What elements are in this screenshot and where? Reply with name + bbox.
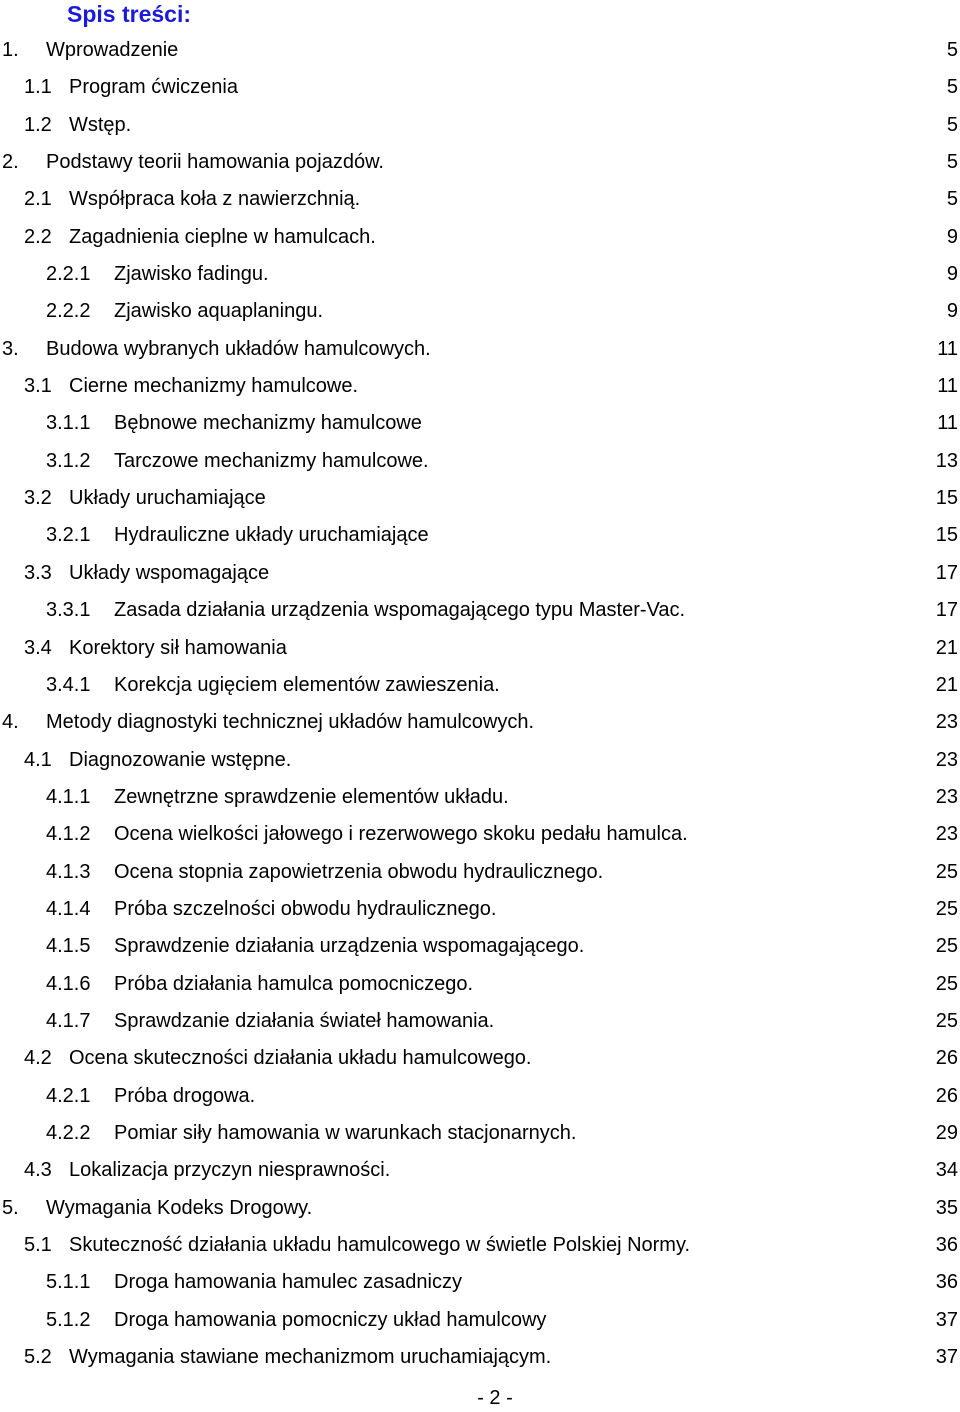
toc-entry-page: 23 <box>935 748 958 771</box>
toc-entry-page: 37 <box>935 1308 958 1331</box>
toc-entry[interactable] <box>0 331 960 368</box>
toc-entry-page: 23 <box>935 711 958 734</box>
toc-entry-label: Wymagania stawiane mechanizmom uruchamiającym. <box>69 1346 552 1369</box>
toc-entry-label: Sprawdzenie działania urządzenia wspomagającego. <box>114 935 585 958</box>
toc-entry[interactable] <box>0 1040 960 1077</box>
toc-entry-number: 2.2.1 <box>46 263 91 286</box>
toc-entry-number: 2.1 <box>24 188 52 211</box>
toc-entry[interactable] <box>0 555 960 592</box>
toc-entry-number: 4.1 <box>24 748 52 771</box>
toc-entry-label: Tarczowe mechanizmy hamulcowe. <box>114 449 429 472</box>
toc-entry[interactable] <box>0 704 960 741</box>
toc-entry[interactable] <box>0 107 960 144</box>
toc-entry[interactable] <box>0 368 960 405</box>
page-number: - 2 - <box>477 1387 513 1409</box>
toc-entry[interactable] <box>0 742 960 779</box>
toc-entry-label: Zjawisko aquaplaningu. <box>114 300 324 323</box>
toc-entry-label: Cierne mechanizmy hamulcowe. <box>69 375 359 398</box>
toc-entry-number: 1.1 <box>24 76 52 99</box>
toc-entry-number: 3. <box>2 337 19 360</box>
toc-entry-number: 4. <box>2 711 19 734</box>
toc-entry-number: 4.1.2 <box>46 823 91 846</box>
toc-entry-page: 23 <box>935 785 958 808</box>
toc-entry[interactable] <box>0 891 960 928</box>
toc-entry[interactable] <box>0 1302 960 1339</box>
toc-entry-number: 4.1.5 <box>46 935 91 958</box>
toc-entry-label: Ocena skuteczności działania układu hamulcowego. <box>69 1047 532 1070</box>
toc-entry[interactable] <box>0 779 960 816</box>
toc-entry-number: 3.2.1 <box>46 524 91 547</box>
toc-entry-label: Podstawy teorii hamowania pojazdów. <box>46 151 384 174</box>
toc-entry[interactable] <box>0 32 960 69</box>
toc-entry-page: 5 <box>946 39 958 61</box>
toc-entry-number: 5.2 <box>24 1346 52 1369</box>
toc-entry[interactable] <box>0 1339 960 1376</box>
toc-entry-page: 9 <box>946 225 958 248</box>
toc-entry-label: Droga hamowania hamulec zasadniczy <box>114 1271 462 1294</box>
toc-entry-page: 25 <box>935 860 958 883</box>
toc-entry-page: 29 <box>935 1121 958 1144</box>
toc-entry-label: Zagadnienia cieplne w hamulcach. <box>69 225 376 248</box>
toc-entry[interactable] <box>0 1115 960 1152</box>
toc-entry-number: 4.1.6 <box>46 972 91 995</box>
toc-entry[interactable] <box>0 480 960 517</box>
toc-entry-label: Wymagania Kodeks Drogowy. <box>46 1196 313 1219</box>
toc-entry[interactable] <box>0 854 960 891</box>
toc-entry-label: Ocena wielkości jałowego i rezerwowego skoku pedału hamulca. <box>114 823 688 846</box>
toc-entry-label: Próba szczelności obwodu hydraulicznego. <box>114 897 497 920</box>
toc-entry[interactable] <box>0 69 960 106</box>
toc-entry[interactable] <box>0 1227 960 1264</box>
toc-entry-number: 4.1.1 <box>46 785 91 808</box>
toc-entry[interactable] <box>0 928 960 965</box>
toc-entry-label: Hydrauliczne układy uruchamiające <box>114 524 429 547</box>
toc-entry-number: 3.1.2 <box>46 449 91 472</box>
toc-entry-number: 4.1.7 <box>46 1009 91 1032</box>
toc-entry-page: 15 <box>935 524 958 547</box>
toc-entry[interactable] <box>0 517 960 554</box>
toc-entry-page: 13 <box>935 449 958 472</box>
toc-entry-page: 5 <box>946 76 958 99</box>
toc-entry-label: Wprowadzenie <box>46 39 179 61</box>
toc-entry-number: 4.3 <box>24 1159 52 1182</box>
toc-entry-label: Pomiar siły hamowania w warunkach stacjonarnych. <box>114 1121 577 1144</box>
toc-entry-page: 36 <box>935 1271 958 1294</box>
toc-entry[interactable] <box>0 1078 960 1115</box>
toc-entry-number: 3.3 <box>24 561 52 584</box>
toc-entry-page: 36 <box>935 1234 958 1256</box>
toc-title: Spis treści: <box>67 1 191 27</box>
toc-entry-page: 5 <box>946 113 958 136</box>
toc-entry-number: 3.1 <box>24 375 52 398</box>
toc-entry-number: 5.1 <box>24 1234 52 1256</box>
toc-entry[interactable] <box>0 630 960 667</box>
toc-entry-number: 4.1.4 <box>46 897 91 920</box>
toc-entry-label: Diagnozowanie wstępne. <box>69 748 292 771</box>
toc-entry-page: 25 <box>935 1009 958 1032</box>
toc-entry-page: 17 <box>935 561 958 584</box>
toc-entry[interactable] <box>0 293 960 330</box>
toc-entry-page: 11 <box>937 375 958 398</box>
toc-entry-number: 2. <box>2 151 19 174</box>
toc-entry-label: Budowa wybranych układów hamulcowych. <box>46 337 431 360</box>
toc-entry-number: 3.1.1 <box>46 412 91 435</box>
toc-entry-label: Korekcja ugięciem elementów zawieszenia. <box>114 673 500 696</box>
toc-entry-label: Układy wspomagające <box>69 561 270 584</box>
toc-entry-number: 4.2 <box>24 1047 52 1070</box>
toc-entry-number: 4.1.3 <box>46 860 91 883</box>
toc-entry-page: 5 <box>946 151 958 174</box>
toc-entry-label: Zjawisko fadingu. <box>114 263 269 286</box>
toc-entry[interactable] <box>0 966 960 1003</box>
toc-entry-label: Ocena stopnia zapowietrzenia obwodu hydraulicznego. <box>114 860 604 883</box>
toc-entry-label: Wstęp. <box>69 113 132 136</box>
toc-entry-page: 21 <box>935 673 958 696</box>
toc-entry-page: 15 <box>935 487 958 510</box>
toc-entry[interactable] <box>0 592 960 629</box>
toc-entry[interactable] <box>0 181 960 218</box>
toc-entry-label: Skuteczność działania układu hamulcowego w świetle Polskiej Normy. <box>69 1234 691 1256</box>
toc-entry-label: Układy uruchamiające <box>69 487 266 510</box>
toc-entry-label: Próba drogowa. <box>114 1084 256 1107</box>
toc-entry-number: 1. <box>2 39 19 61</box>
toc-entry-page: 25 <box>935 935 958 958</box>
toc-entry-page: 34 <box>935 1159 958 1182</box>
toc-entry-label: Zasada działania urządzenia wspomagającego typu Master-Vac. <box>114 599 686 622</box>
toc-entry-page: 35 <box>935 1196 958 1219</box>
toc-entry-page: 26 <box>935 1084 958 1107</box>
toc-entry-number: 2.2.2 <box>46 300 91 323</box>
toc-entry-number: 2.2 <box>24 225 52 248</box>
toc-entry-label: Lokalizacja przyczyn niesprawności. <box>69 1159 391 1182</box>
toc-entry-page: 9 <box>946 263 958 286</box>
toc-entry-page: 17 <box>935 599 958 622</box>
toc-entry-page: 25 <box>935 897 958 920</box>
toc-entry-label: Zewnętrzne sprawdzenie elementów układu. <box>114 785 509 808</box>
toc-entry-label: Metody diagnostyki technicznej układów hamulcowych. <box>46 711 535 734</box>
toc-entry[interactable] <box>0 144 960 181</box>
toc-entry-number: 3.4.1 <box>46 673 91 696</box>
toc-entry-number: 5.1.1 <box>46 1271 91 1294</box>
toc-entry-label: Bębnowe mechanizmy hamulcowe <box>114 412 422 435</box>
toc-entry-page: 23 <box>935 823 958 846</box>
toc-entry[interactable] <box>0 256 960 293</box>
toc-entry-number: 3.2 <box>24 487 52 510</box>
toc-entry[interactable] <box>0 443 960 480</box>
toc-entry[interactable] <box>0 1190 960 1227</box>
toc-entry-number: 5. <box>2 1196 19 1219</box>
toc-entry-page: 37 <box>935 1346 958 1369</box>
toc-entry-page: 11 <box>937 412 958 435</box>
toc-entry[interactable] <box>0 1264 960 1301</box>
toc-entry-page: 9 <box>946 300 958 323</box>
toc-entry-label: Próba działania hamulca pomocniczego. <box>114 972 474 995</box>
toc-entry-number: 5.1.2 <box>46 1308 91 1331</box>
toc-entry-number: 4.2.1 <box>46 1084 91 1107</box>
toc-entry[interactable] <box>0 405 960 442</box>
toc-entry-number: 3.4 <box>24 636 52 659</box>
toc-entry-label: Sprawdzanie działania świateł hamowania. <box>114 1009 495 1032</box>
toc-entry-page: 25 <box>935 972 958 995</box>
toc-entry[interactable] <box>0 667 960 704</box>
toc-entry-number: 4.2.2 <box>46 1121 91 1144</box>
toc-entry-number: 3.3.1 <box>46 599 91 622</box>
toc-entry-number: 1.2 <box>24 113 52 136</box>
toc-entry-page: 26 <box>935 1047 958 1070</box>
toc-entry[interactable] <box>0 219 960 256</box>
toc-entry[interactable] <box>0 1003 960 1040</box>
toc-entry[interactable] <box>0 1152 960 1189</box>
toc-entry-label: Droga hamowania pomocniczy układ hamulcowy <box>114 1308 547 1331</box>
toc-entry-page: 11 <box>937 337 958 360</box>
toc-entry[interactable] <box>0 816 960 853</box>
toc-list <box>0 32 960 1376</box>
toc-entry-page: 5 <box>946 188 958 211</box>
toc-entry-label: Współpraca koła z nawierzchnią. <box>69 188 361 211</box>
toc-entry-page: 21 <box>935 636 958 659</box>
toc-entry-label: Korektory sił hamowania <box>69 636 287 659</box>
toc-entry-label: Program ćwiczenia <box>69 76 238 99</box>
